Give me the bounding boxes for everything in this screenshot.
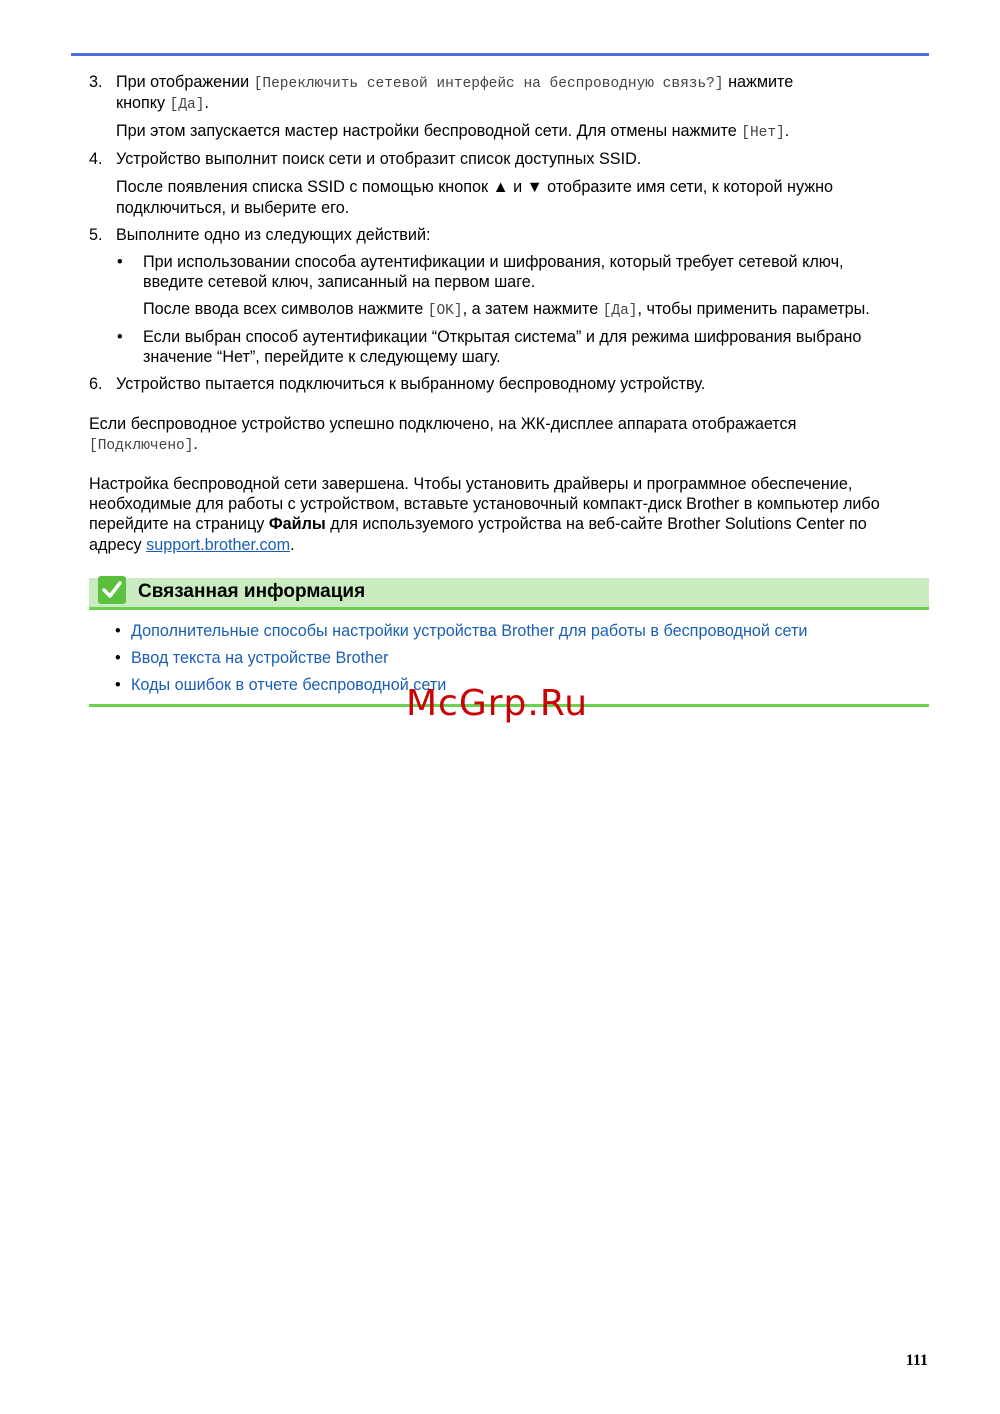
step-number: 5. [89, 226, 103, 244]
para2-end: . [290, 536, 295, 554]
step6-text: Устройство пытается подключиться к выбранному беспроводному устройству. [116, 375, 706, 393]
bullet-icon: • [115, 676, 121, 694]
bullet-icon: • [117, 253, 123, 271]
step3-code-switch: [Переключить сетевой интерфейс на беспроводную связь?] [253, 76, 724, 92]
support-link[interactable]: support.brother.com [146, 536, 291, 554]
step4-sub-line1: После появления списка SSID с помощью кнопок ▲ и ▼ отобразите имя сети, к которой нужно [116, 178, 834, 196]
para2-line3 [89, 514, 867, 535]
header-rule [71, 53, 929, 56]
checkmark-icon [98, 576, 126, 604]
step5-bullet2-line2: значение “Нет”, перейдите к следующему шагу. [143, 348, 501, 366]
step4-sub-line2: подключиться, и выберите его. [116, 199, 350, 217]
bullet-icon: • [115, 649, 121, 667]
para1-line2 [89, 434, 198, 457]
step4-text: Устройство выполнит поиск сети и отобразит список доступных SSID. [116, 150, 642, 168]
list-item [115, 621, 807, 642]
para2-bold-files: Файлы [268, 515, 326, 533]
step3-line2 [116, 93, 209, 116]
related-info-rule [89, 607, 929, 610]
para2-text-b: для используемого устройства на веб-сайте Brother Solutions Center по [325, 515, 867, 533]
para2-text-c: адресу [89, 536, 147, 554]
related-info-title: Связанная информация [138, 581, 366, 602]
step5-text: Выполните одно из следующих действий: [116, 226, 431, 244]
watermark: McGrp.Ru [406, 683, 589, 724]
para2-line1: Настройка беспроводной сети завершена. Чтобы установить драйверы и программное обеспечение, [89, 475, 853, 493]
step3-text-d: . [204, 94, 209, 112]
related-link-error-codes[interactable]: Коды ошибок в отчете беспроводной сети [131, 676, 447, 694]
step5-sub-text-b: , а затем нажмите [462, 300, 603, 318]
step-number: 3. [89, 73, 103, 91]
list-item [115, 648, 389, 669]
page-number: 111 [905, 1352, 928, 1369]
step5-code-yes: [Да] [602, 303, 638, 319]
step3-line1 [116, 72, 793, 95]
bullet-icon: • [117, 328, 123, 346]
step-number: 4. [89, 150, 103, 168]
step3-code-no: [Нет] [741, 125, 785, 141]
step3-text-b: нажмите [723, 73, 794, 91]
step3-code-yes: [Да] [169, 97, 205, 113]
step5-sub-text-c: , чтобы применить параметры. [637, 300, 870, 318]
step5-sub-text-a: После ввода всех символов нажмите [143, 300, 428, 318]
step5-bullet2-line1: Если выбран способ аутентификации “Открытая система” и для режима шифрования выбрано [143, 328, 862, 346]
para2-text-a: перейдите на страницу [89, 515, 269, 533]
para1-code-connected: [Подключено] [89, 438, 194, 454]
para2-line2: необходимые для работы с устройством, вставьте установочный компакт-диск Brother в компьютер либо [89, 495, 880, 513]
step5-bullet1-line2: введите сетевой ключ, записанный на первом шаге. [143, 273, 536, 291]
para1-end: . [193, 435, 198, 453]
related-link-wireless-setup[interactable]: Дополнительные способы настройки устройства Brother для работы в беспроводной сети [131, 622, 808, 640]
related-link-text-input[interactable]: Ввод текста на устройстве Brother [131, 649, 389, 667]
bullet-icon: • [115, 622, 121, 640]
step3-text-c: кнопку [116, 94, 170, 112]
step5-bullet1-sub [143, 299, 870, 322]
step3-sub-end: . [784, 122, 790, 140]
step-number: 6. [89, 375, 103, 393]
step5-bullet1-line1: При использовании способа аутентификации и шифрования, который требует сетевой ключ, [143, 253, 844, 271]
para1-line1: Если беспроводное устройство успешно подключено, на ЖК-дисплее аппарата отображается [89, 415, 797, 433]
step5-code-ok: [OK] [427, 303, 463, 319]
step3-text-a: При отображении [116, 73, 254, 91]
step3-sub [116, 121, 789, 144]
para2-line4 [89, 535, 295, 556]
list-item [115, 675, 446, 696]
step3-sub-text: При этом запускается мастер настройки беспроводной сети. Для отмены нажмите [116, 122, 742, 140]
